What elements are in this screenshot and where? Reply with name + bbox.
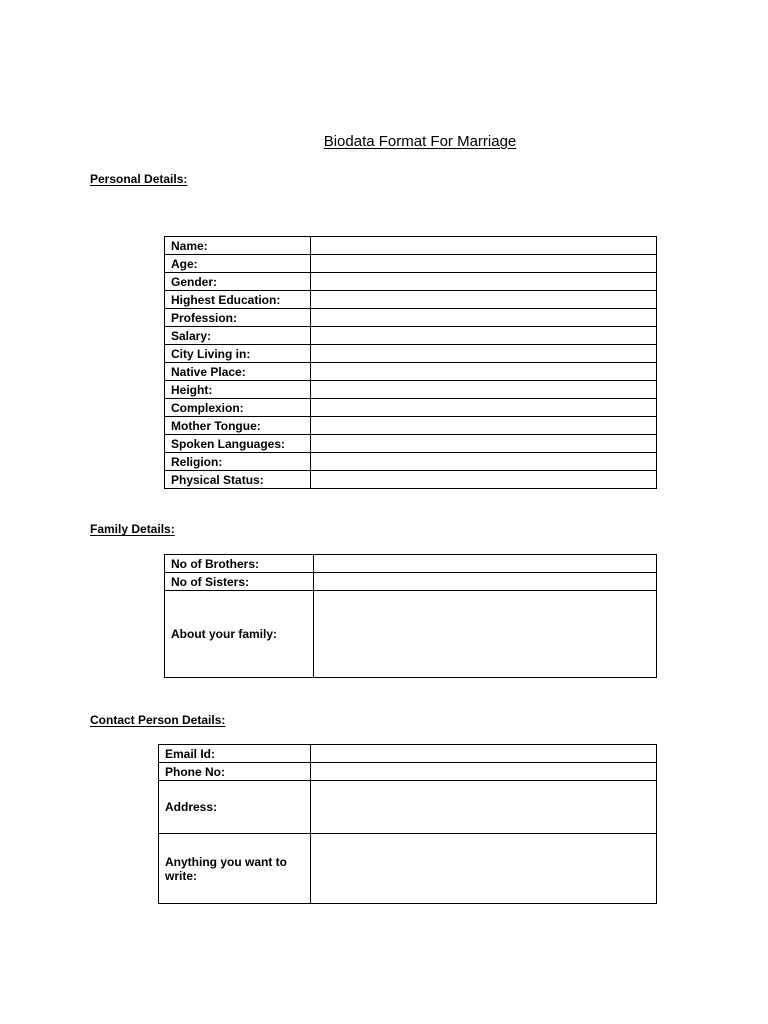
field-label-name: Name: [165, 237, 311, 255]
field-value-profession[interactable] [311, 309, 657, 327]
field-label-address: Address: [159, 781, 311, 834]
field-label-complexion: Complexion: [165, 399, 311, 417]
table-row [165, 471, 657, 489]
field-label-salary: Salary: [165, 327, 311, 345]
field-value-email-id[interactable] [311, 745, 657, 763]
field-value-about-your-family[interactable] [314, 591, 657, 678]
field-value-no-of-brothers[interactable] [314, 555, 657, 573]
field-value-religion[interactable] [311, 453, 657, 471]
field-label-age: Age: [165, 255, 311, 273]
field-value-physical-status[interactable] [311, 471, 657, 489]
table-row [165, 327, 657, 345]
table-row [165, 255, 657, 273]
table-row [165, 345, 657, 363]
field-label-about-your-family: About your family: [165, 591, 314, 678]
field-value-city-living-in[interactable] [311, 345, 657, 363]
field-label-height: Height: [165, 381, 311, 399]
field-label-spoken-languages: Spoken Languages: [165, 435, 311, 453]
table-row [165, 363, 657, 381]
contact-person-details-heading: Contact Person Details: [90, 713, 226, 727]
personal-details-heading: Personal Details: [90, 172, 188, 186]
personal-details-table [164, 236, 657, 489]
field-label-city-living-in: City Living in: [165, 345, 311, 363]
field-value-highest-education[interactable] [311, 291, 657, 309]
table-row [159, 763, 657, 781]
field-value-spoken-languages[interactable] [311, 435, 657, 453]
field-value-native-place[interactable] [311, 363, 657, 381]
table-row [165, 591, 657, 678]
field-value-height[interactable] [311, 381, 657, 399]
table-row [165, 453, 657, 471]
table-row [165, 381, 657, 399]
field-value-name[interactable] [311, 237, 657, 255]
field-value-complexion[interactable] [311, 399, 657, 417]
table-row [159, 781, 657, 834]
table-row [165, 309, 657, 327]
table-row [159, 745, 657, 763]
field-label-highest-education: Highest Education: [165, 291, 311, 309]
table-row [165, 417, 657, 435]
field-value-age[interactable] [311, 255, 657, 273]
contact-person-details-table [158, 744, 657, 904]
table-row [165, 435, 657, 453]
field-label-no-of-sisters: No of Sisters: [165, 573, 314, 591]
field-value-phone-no[interactable] [311, 763, 657, 781]
table-row [165, 237, 657, 255]
table-row [165, 399, 657, 417]
field-label-physical-status: Physical Status: [165, 471, 311, 489]
field-label-native-place: Native Place: [165, 363, 311, 381]
field-label-phone-no: Phone No: [159, 763, 311, 781]
table-row [165, 555, 657, 573]
document-title: Biodata Format For Marriage [323, 133, 517, 150]
field-value-address[interactable] [311, 781, 657, 834]
field-label-mother-tongue: Mother Tongue: [165, 417, 311, 435]
table-row [165, 573, 657, 591]
table-row [165, 273, 657, 291]
field-value-mother-tongue[interactable] [311, 417, 657, 435]
field-value-salary[interactable] [311, 327, 657, 345]
field-value-gender[interactable] [311, 273, 657, 291]
field-label-no-of-brothers: No of Brothers: [165, 555, 314, 573]
family-details-heading: Family Details: [90, 522, 175, 536]
field-value-anything-you-want-to-write[interactable] [311, 834, 657, 904]
table-row [159, 834, 657, 904]
field-label-email-id: Email Id: [159, 745, 311, 763]
family-details-table [164, 554, 657, 678]
field-label-gender: Gender: [165, 273, 311, 291]
field-label-profession: Profession: [165, 309, 311, 327]
field-label-anything-you-want-to-write: Anything you want to write: [159, 834, 311, 904]
field-label-religion: Religion: [165, 453, 311, 471]
table-row [165, 291, 657, 309]
field-value-no-of-sisters[interactable] [314, 573, 657, 591]
